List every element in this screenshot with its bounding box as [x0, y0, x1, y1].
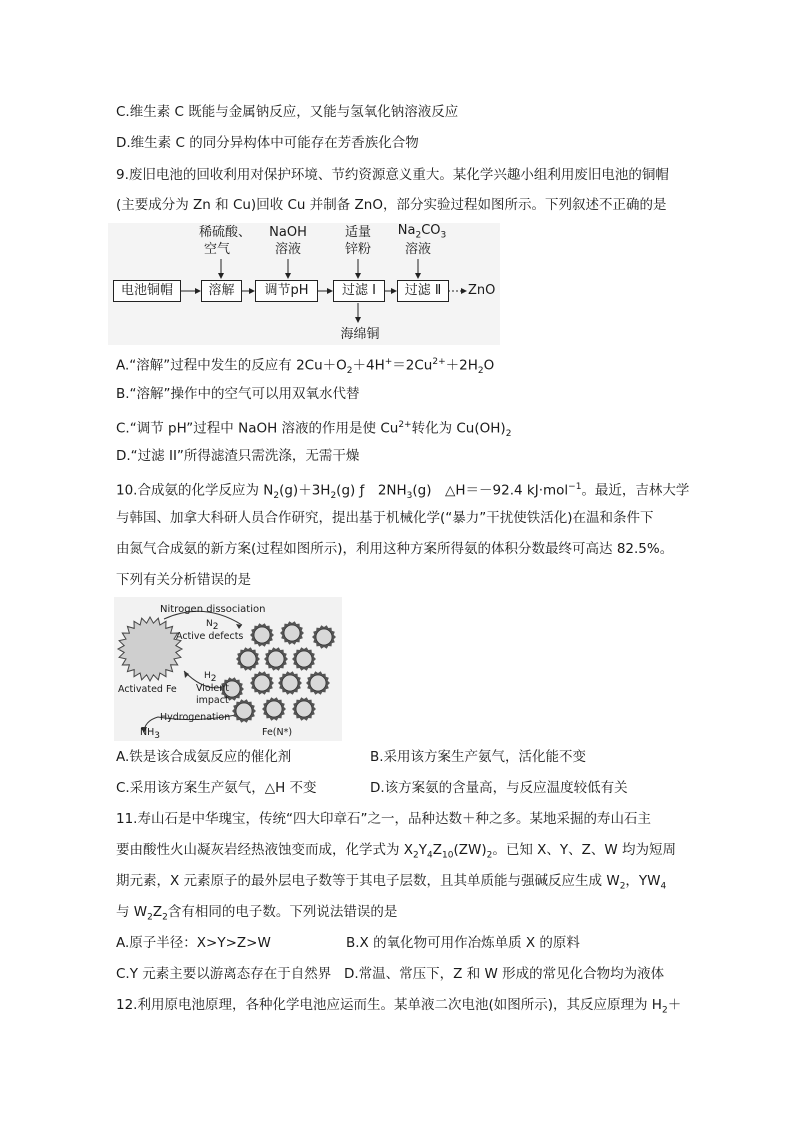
q11-stem-line2: 要由酸性火山凝灰岩经热液蚀变而成，化学式为 $X_2Y_4Z_{10}(ZW)_2$。已知 X、Y、Z、W 均为短周 — [116, 842, 677, 861]
flow-box-adjust-ph: 调节pH — [255, 280, 318, 302]
flow-input-zinc: 锌粉 — [344, 242, 371, 257]
flow-output-sponge-copper: 海绵铜 — [340, 327, 380, 342]
q12-stem-line1: 12.利用原电池原理，各种化学电池应运而生。某单液二次电池(如图所示)，其反应原理为 $H_2+$ — [116, 997, 682, 1016]
q10-option-a: A.铁是该合成氨反应的催化剂 — [116, 749, 292, 765]
q11-stem-line1: 11.寿山石是中华瑰宝，传统“四大印章石”之一，品种达数＋种之多。某地采掘的寿山石主 — [116, 811, 651, 827]
activated-fe-particle — [118, 617, 182, 681]
q9-stem-line1: 9.废旧电池的回收利用对保护环境、节约资源意义重大。某化学兴趣小组利用废旧电池的铜帽 — [116, 167, 669, 183]
diagram-activated-fe: Activated Fe — [118, 684, 177, 695]
flow-input-amount: 适量 — [344, 225, 371, 240]
flow-input-na2co3: $Na_2CO_3$ — [397, 223, 447, 241]
diagram-impact: impact — [196, 695, 229, 706]
diagram-hydrogenation: Hydrogenation — [160, 712, 231, 723]
q10-option-b: B.采用该方案生产氨气，活化能不变 — [370, 749, 587, 765]
q11-option-a: A.原子半径：X>Y>Z>W — [116, 935, 271, 951]
flow-box-dissolve: 溶解 — [201, 280, 242, 302]
flow-input-acid: 稀硫酸、 — [198, 225, 251, 240]
flow-output-zno: ZnO — [468, 283, 496, 298]
diagram-nh3: $NH_3$ — [140, 727, 160, 741]
q9-option-a: A.“溶解”过程中发生的反应有 $2Cu+O_2+4H^+=2Cu^{2+}+2H_2O$ — [116, 357, 495, 377]
flow-input-air: 空气 — [203, 242, 230, 257]
flow-input-solution: 溶液 — [274, 242, 301, 257]
q9-stem-line2: (主要成分为 Zn 和 Cu)回收 Cu 并制备 ZnO，部分实验过程如图所示。下列叙述不正确的是 — [116, 197, 667, 213]
q11-stem-line3: 期元素，X 元素原子的最外层电子数等于其电子层数，且其单质能与强碱反应生成 $W_2$，$YW_4$ — [116, 873, 667, 892]
q11-option-d: D.常温、常压下，Z 和 W 形成的常见化合物均为液体 — [344, 966, 665, 982]
q10-option-d: D.该方案氨的含量高，与反应温度较低有关 — [370, 780, 628, 796]
diagram-violent: Violent — [196, 683, 229, 694]
diagram-active-defects: Active defects — [176, 631, 244, 642]
q10-stem-line2: 与韩国、加拿大科研人员合作研究，提出基于机械化学(“暴力”干扰使铁活化)在温和条件下 — [116, 510, 654, 526]
flow-box-battery-cap: 电池铜帽 — [113, 280, 181, 302]
q11-option-b: B.X 的氧化物可用作冶炼单质 X 的原料 — [346, 935, 580, 951]
q10-stem-line1: 10.合成氨的化学反应为 $N_2(g)+3H_2(g)$ ƒ $2NH_3(g)$ △H＝－92.4 kJ·mol$^{-1}$。最近，吉林大学 — [116, 482, 690, 502]
flow-box-filter-2: 过滤 Ⅱ — [397, 280, 449, 302]
q11-option-c: C.Y 元素主要以游离态存在于自然界 — [116, 966, 332, 982]
diagram-n2-label: $N_2$ — [206, 619, 219, 632]
q10-stem-line3: 由氮气合成氨的新方案(过程如图所示)，利用这种方案所得氨的体积分数最终可高达 82.5%。 — [116, 541, 674, 557]
diagram-fe-n: Fe(N*) — [262, 727, 293, 738]
q11-stem-line4: 与 $W_2Z_2$含有相同的电子数。下列说法错误的是 — [116, 904, 398, 923]
option-c-vitamin: C.维生素 C 既能与金属钠反应，又能与氢氧化钠溶液反应 — [116, 104, 459, 120]
q9-option-c: C.“调节 pH”过程中 NaOH 溶液的作用是使 $Cu^{2+}$转化为 $Cu(OH)_2$ — [116, 420, 512, 440]
q10-option-c: C.采用该方案生产氨气，△H 不变 — [116, 780, 317, 796]
q9-option-d: D.“过滤 II”所得滤渣只需洗涤，无需干燥 — [116, 448, 360, 464]
flow-input-naoh: NaOH — [269, 225, 307, 240]
diagram-nitrogen-dissociation: Nitrogen dissociation — [160, 604, 266, 615]
flow-input-na2co3-solution: 溶液 — [404, 242, 431, 257]
q10-stem-line4: 下列有关分析错误的是 — [116, 572, 251, 588]
flow-box-filter-1: 过滤 Ⅰ — [333, 280, 385, 302]
q9-option-b: B.“溶解”操作中的空气可以用双氧水代替 — [116, 386, 360, 402]
option-d-vitamin: D.维生素 C 的同分异构体中可能存在芳香族化合物 — [116, 135, 419, 151]
diagram-h2-label: $H_2$ — [204, 671, 217, 684]
